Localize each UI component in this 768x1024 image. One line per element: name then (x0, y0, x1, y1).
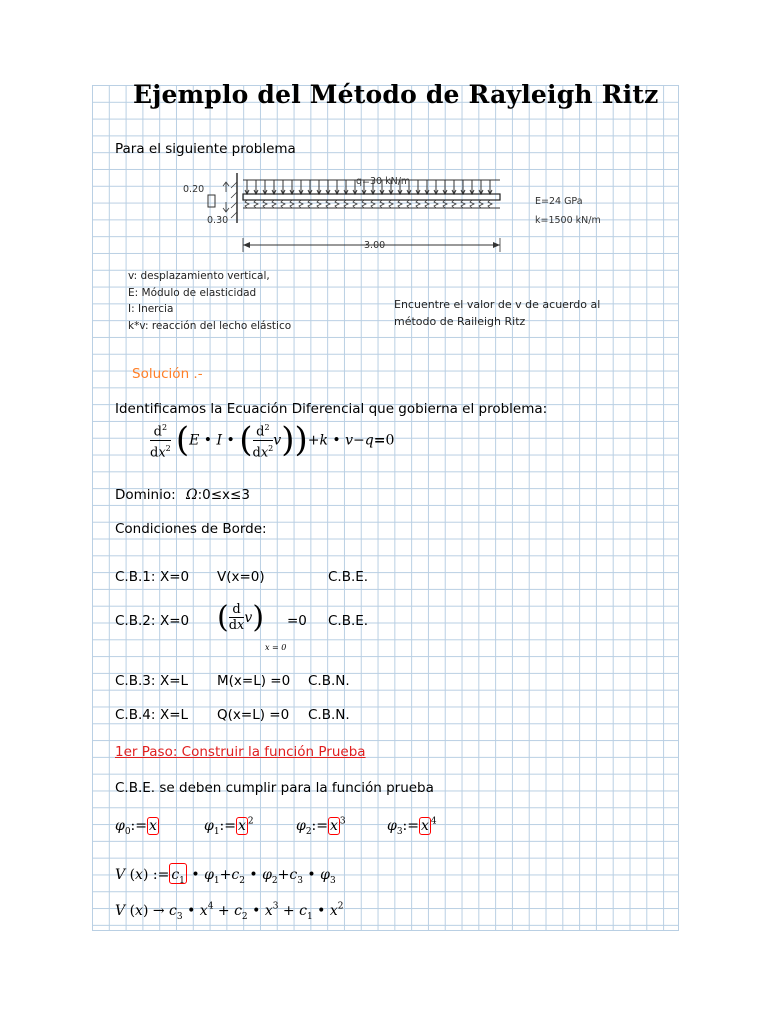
spring (245, 200, 249, 208)
phi1-definition: $\varphi_1:= x$ $^2$ (204, 816, 254, 838)
task-line: Encuentre el valor de v de acuerdo al (394, 298, 601, 311)
page-title: Ejemplo del Método de Rayleigh Ritz (133, 80, 659, 109)
spring (344, 200, 348, 208)
cb2-equals: =0 (287, 613, 307, 629)
conditions-title: Condiciones de Borde: (115, 521, 267, 537)
step1-heading: 1er Paso: Construir la función Prueba (115, 744, 366, 760)
spring (425, 200, 429, 208)
cb3-label: C.B.3: (115, 673, 156, 689)
task-line: método de Raileigh Ritz (394, 315, 526, 328)
cb3-expression: M(x=L) =0 (217, 673, 291, 689)
legend-item: E: Módulo de elasticidad (128, 286, 257, 299)
modulus-label: E=24 GPa (535, 196, 583, 207)
spring (317, 200, 321, 208)
differential-equation: $\frac{d^2}{dx^2}$ (E • I • ( $\frac{d^2}{dx^2}$ v))+k • v−q=0 (150, 420, 395, 460)
identify-text: Identificamos la Ecuación Diferencial que gobierna el problema: (115, 401, 548, 417)
span-label: 3.00 (364, 240, 386, 251)
domain-range: :0≤x≤3 (197, 487, 250, 503)
spring (299, 200, 303, 208)
cb4-type: C.B.N. (308, 707, 350, 723)
section-icon (208, 195, 215, 207)
trial-function-definition: V (x) := $c_1$ • $\varphi_1+c_2$ • $\varphi_2+c_3$ • $\varphi_3$ (115, 864, 336, 886)
cb4-position: X=L (160, 707, 189, 723)
cb1-position: X=0 (160, 569, 190, 585)
phi3-definition: $\varphi_3:= x$ $^4$ (387, 816, 437, 838)
spring (434, 200, 438, 208)
domain-label: Dominio: (115, 487, 176, 503)
phi0-definition: $\varphi_0:= x$ (115, 818, 157, 838)
spring-supports (245, 200, 492, 208)
spring (452, 200, 456, 208)
spring (398, 200, 402, 208)
cb1-label: C.B.1: (115, 569, 156, 585)
cb1-expression: V(x=0) (217, 569, 265, 585)
dim-bottom: 0.30 (207, 215, 229, 226)
spring (362, 200, 366, 208)
spring (389, 200, 393, 208)
spring (380, 200, 384, 208)
spring (371, 200, 375, 208)
cb2-derivative: ( $\frac{d}{dx}$ v) (217, 600, 265, 635)
task-statement (394, 296, 600, 330)
cb4-expression: Q(x=L) =0 (217, 707, 290, 723)
spring-label: k=1500 kN/m (535, 215, 601, 226)
cb3-type: C.B.N. (308, 673, 350, 689)
cb2-type: C.B.E. (328, 613, 369, 629)
trial-function-result: V $(x) \to c_3$ • $x^4 + c_2$ • $x^3 + c_1$ • $x^2$ (115, 901, 344, 923)
spring (416, 200, 420, 208)
spring (263, 200, 267, 208)
cbe-note: C.B.E. se deben cumplir para la función prueba (115, 780, 434, 796)
spring (281, 200, 285, 208)
spring (407, 200, 411, 208)
symbol-legend (128, 268, 291, 334)
spring (326, 200, 330, 208)
phi2-definition: $\varphi_2:= x$ $^3$ (296, 816, 346, 838)
spring (461, 200, 465, 208)
spring (254, 200, 258, 208)
legend-item: I: Inercia (128, 303, 174, 315)
cb2-label: C.B.2: (115, 613, 156, 629)
legend-item: v: desplazamiento vertical, (128, 270, 270, 282)
solution-heading: Solución .- (132, 366, 203, 382)
spring (335, 200, 339, 208)
legend-item: k*v: reacción del lecho elástico (128, 319, 292, 332)
cb1-type: C.B.E. (328, 569, 369, 585)
spring (353, 200, 357, 208)
load-label: q=30 kN/m (356, 176, 411, 187)
domain-symbol: Ω (185, 487, 198, 503)
intro-text: Para el siguiente problema (115, 141, 296, 157)
cb2-position: X=0 (160, 613, 190, 629)
spring (290, 200, 294, 208)
beam (243, 194, 500, 200)
cb3-position: X=L (160, 673, 189, 689)
spring (443, 200, 447, 208)
dim-top: 0.20 (183, 184, 205, 195)
spring (479, 200, 483, 208)
cb2-subscript: x = 0 (265, 643, 287, 652)
spring (272, 200, 276, 208)
spring (470, 200, 474, 208)
spring (308, 200, 312, 208)
domain-line (115, 487, 250, 503)
spring (488, 200, 492, 208)
cb4-label: C.B.4: (115, 707, 156, 723)
